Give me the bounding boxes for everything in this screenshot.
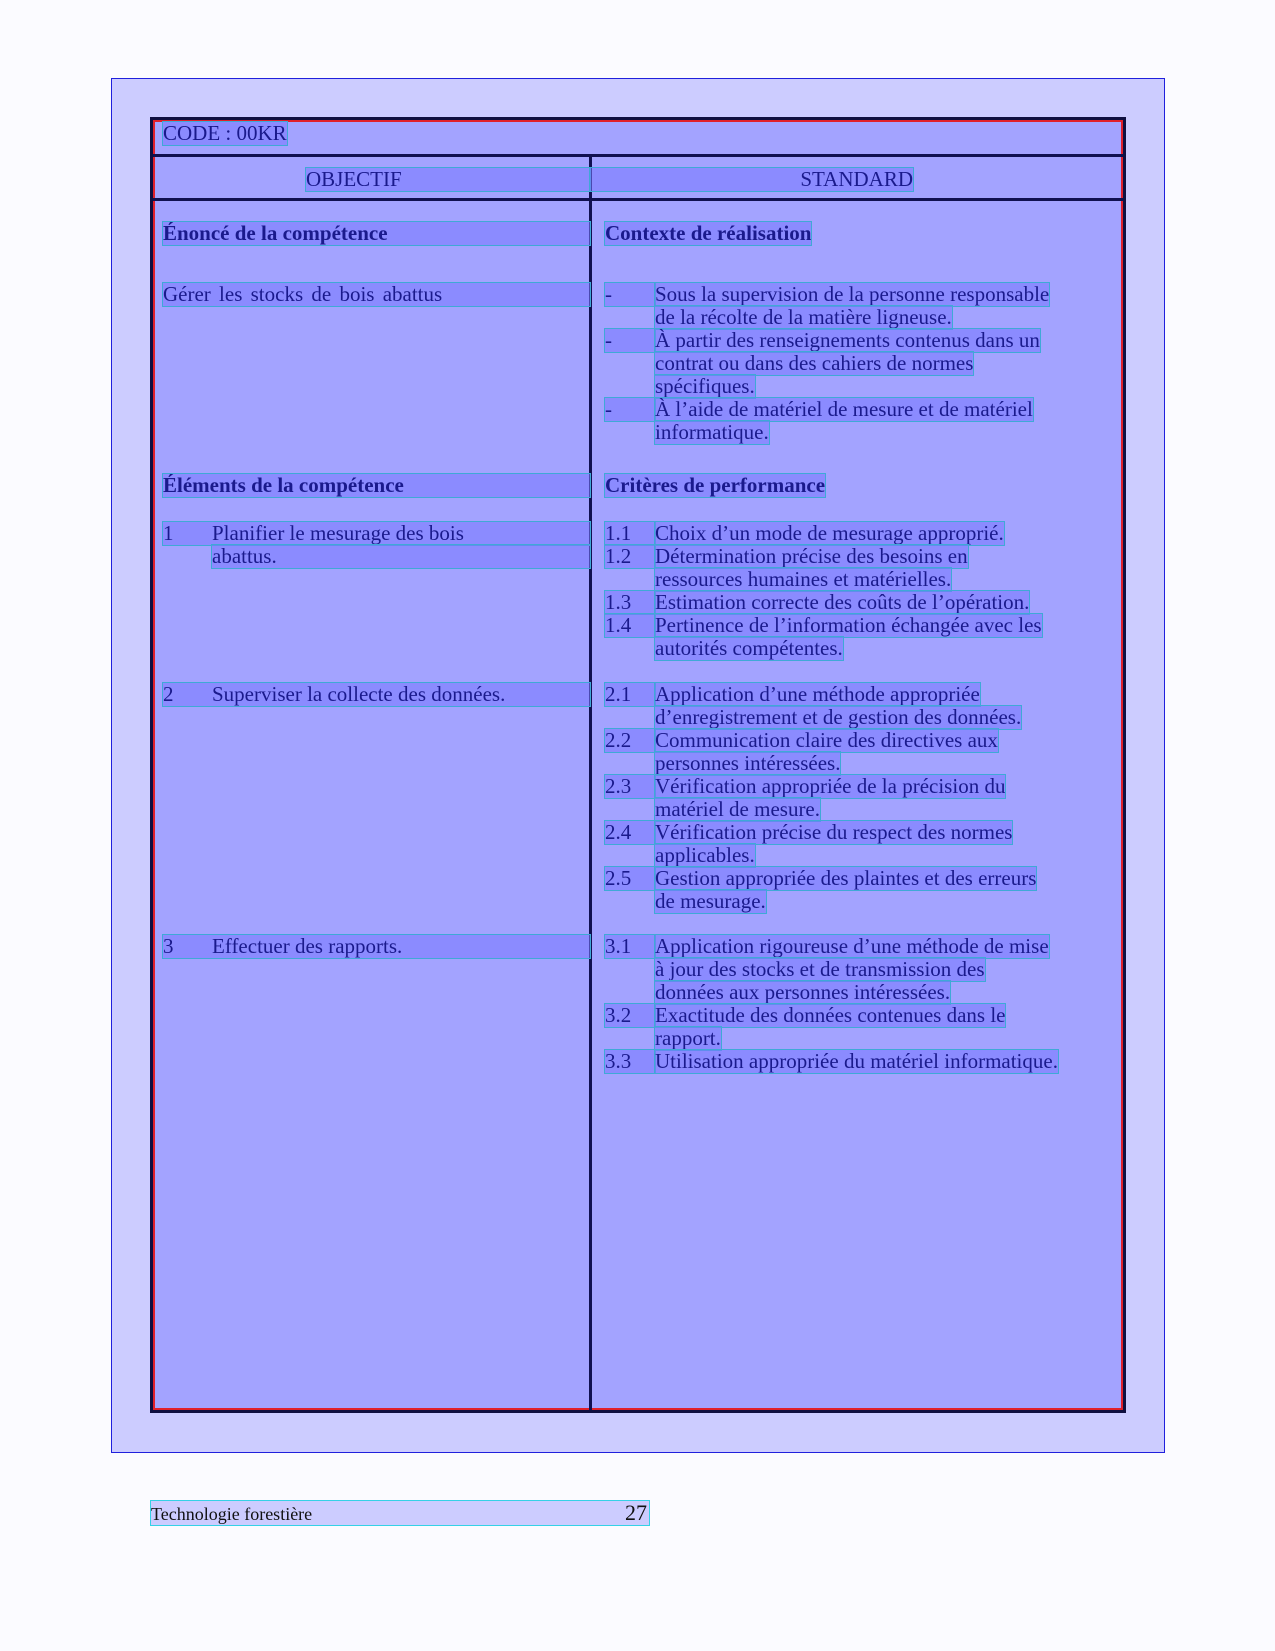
header-objectif: OBJECTIF [306,168,590,191]
contexte-item-line: contrat ou dans des cahiers de normes [655,351,974,375]
critere-number: 1.1 [605,522,655,545]
critere-line: Estimation correcte des coûts de l’opération. [655,590,1030,614]
critere-line: ressources humaines et matérielles. [655,567,952,591]
critere-line: Pertinence de l’information échangée avec les [655,613,1042,637]
critere-line: données aux personnes intéressées. [655,980,951,1004]
column-divider [589,156,592,1410]
contexte-item-line: spécifiques. [655,374,755,398]
page-footer [151,1501,649,1525]
critere-number: 2.3 [605,775,655,798]
competency-table [150,117,1126,1413]
critere-number: 2.4 [605,821,655,844]
contexte-bullet: - [605,283,655,306]
critere-line: Détermination précise des besoins en [655,544,968,568]
critere-line: Application d’une méthode appropriée [655,682,980,706]
critere-line: à jour des stocks et de transmission des [655,957,985,981]
critere-line: Vérification précise du respect des normes [655,820,1013,844]
elements-title: Éléments de la compétence [163,474,590,497]
element-text-continued: abattus. [212,545,590,568]
critere-line: autorités compétentes. [655,636,843,660]
critere-line: Exactitude des données contenues dans le [655,1003,1006,1027]
element-number: 3 [163,934,174,958]
critere-line: Utilisation appropriée du matériel informatique. [655,1049,1058,1073]
contexte-item-line: À partir des renseignements contenus dans un [655,328,1040,352]
criteres-title: Critères de performance [605,473,826,497]
element-item [163,683,590,706]
table-border [153,120,1123,1410]
critere-line: rapport. [655,1026,721,1050]
critere-number: 2.1 [605,683,655,706]
header-standard: STANDARD [590,168,913,191]
critere-number: 1.2 [605,545,655,568]
divider-code [153,154,1123,157]
element-text: Superviser la collecte des données. [212,682,506,706]
element-text: Effectuer des rapports. [212,934,403,958]
critere-number: 1.3 [605,591,655,614]
contexte-item-line: À l’aide de matériel de mesure et de matériel [655,397,1033,421]
critere-number: 3.1 [605,935,655,958]
enonce-title: Énoncé de la compétence [163,222,590,245]
element-item [163,935,590,958]
element-item [163,522,590,545]
critere-number: 2.5 [605,867,655,890]
element-text: Planifier le mesurage des bois [212,521,464,545]
critere-line: Vérification appropriée de la précision du [655,774,1006,798]
page-number: 27 [625,1500,647,1525]
element-number: 1 [163,521,174,545]
code-label: CODE : 00KR [163,121,287,145]
critere-line: d’enregistrement et de gestion des données. [655,705,1022,729]
contexte-item-line: informatique. [655,420,769,444]
contexte-bullet: - [605,329,655,352]
critere-line: Gestion appropriée des plaintes et des erreurs [655,866,1037,890]
critere-line: matériel de mesure. [655,797,821,821]
enonce-text: Gérer les stocks de bois abattus [163,283,590,306]
critere-line: Application rigoureuse d’une méthode de mise [655,934,1049,958]
contexte-item-line: Sous la supervision de la personne responsable [655,282,1050,306]
contexte-item-line: de la récolte de la matière ligneuse. [655,305,952,329]
critere-number: 3.2 [605,1004,655,1027]
contexte-title: Contexte de réalisation [605,221,812,245]
footer-title: Technologie forestière [151,1504,313,1524]
critere-line: Communication claire des directives aux [655,728,998,752]
contexte-bullet: - [605,398,655,421]
critere-line: de mesurage. [655,889,766,913]
element-number: 2 [163,682,174,706]
critere-line: personnes intéressées. [655,751,841,775]
critere-line: Choix d’un mode de mesurage approprié. [655,521,1004,545]
critere-number: 1.4 [605,614,655,637]
critere-line: applicables. [655,843,755,867]
critere-number: 3.3 [605,1050,655,1073]
critere-number: 2.2 [605,729,655,752]
divider-header [153,198,1123,201]
